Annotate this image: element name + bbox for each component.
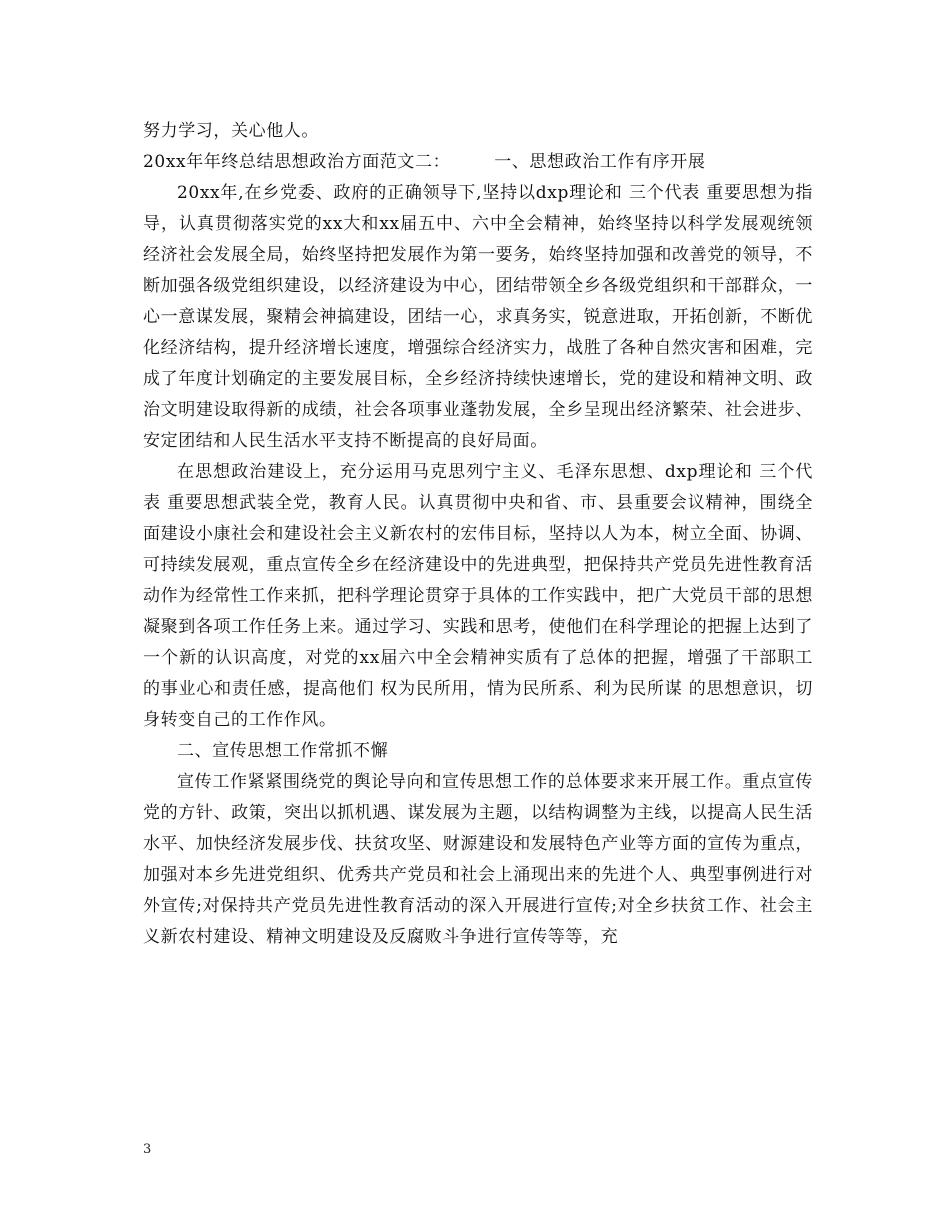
article-title: 20xx年年终总结思想政治方面范文二： — [143, 152, 451, 172]
continuation-line: 努力学习，关心他人。 — [143, 121, 319, 141]
paragraph-1: 20xx年,在乡党委、政府的正确领导下,坚持以dxp理论和 三个代表 重要思想为指导，认真贯彻落实党的xx大和xx届五中、六中全会精神，始终坚持以科学发展观统领经济社会发展全局，始终坚持把发展作为第一要务，始终坚持加强和改善党的领导，不断加强各级党组织建设，以经济建设为中心，团结带领全乡各级党组织和干部群众，一心一意谋发展，聚精会神搞建设，团结一心，求真务实，锐意进取，开拓创新，不断优化经济结构，提升经济增长速度，增强综合经济实力，战胜了各种自然灾害和困难，完成了年度计划确定的主要发展目标，全乡经济持续快速增长，党的建设和精神文明、政治文明建设取得新的成绩，社会各项事业蓬勃发展，全乡呈现出经济繁荣、社会进步、安定团结和人民生活水平支持不断提高的良好局面。 — [143, 183, 813, 451]
heading-gap — [450, 147, 494, 178]
section-title-1: 一、思想政治工作有序开展 — [494, 152, 706, 172]
document-body — [143, 116, 813, 953]
page-number: 3 — [143, 1142, 152, 1157]
section-title-2: 二、宣传思想工作常抓不懈 — [177, 741, 389, 761]
paragraph-2: 在思想政治建设上，充分运用马克思列宁主义、毛泽东思想、dxp理论和 三个代表 重要思想武装全党，教育人民。认真贯彻中央和省、市、县重要会议精神，围绕全面建设小康社会和建设社会主义新农村的宏伟目标，坚持以人为本，树立全面、协调、可持续发展观，重点宣传全乡在经济建设中的先进典型，把保持共产党员先进性教育活动作为经常性工作来抓，把科学理论贯穿于具体的工作实践中，把广大党员干部的思想凝聚到各项工作任务上来。通过学习、实践和思考，使他们在科学理论的把握上达到了一个新的认识高度，对党的xx届六中全会精神实质有了总体的把握，增强了干部职工的事业心和责任感，提高他们 权为民所用，情为民所系、利为民所谋 的思想意识，切身转变自己的工作作风。 — [143, 462, 813, 730]
paragraph-3: 宣传工作紧紧围绕党的舆论导向和宣传思想工作的总体要求来开展工作。重点宣传党的方针、政策，突出以抓机遇、谋发展为主题，以结构调整为主线，以提高人民生活水平、加快经济发展步伐、扶贫攻坚、财源建设和发展特色产业等方面的宣传为重点，加强对本乡先进党组织、优秀共产党员和社会上涌现出来的先进个人、典型事例进行对外宣传;对保持共产党员先进性教育活动的深入开展进行宣传;对全乡扶贫工作、社会主义新农村建设、精神文明建设及反腐败斗争进行宣传等等，充 — [143, 772, 813, 947]
section-heading — [143, 147, 813, 178]
